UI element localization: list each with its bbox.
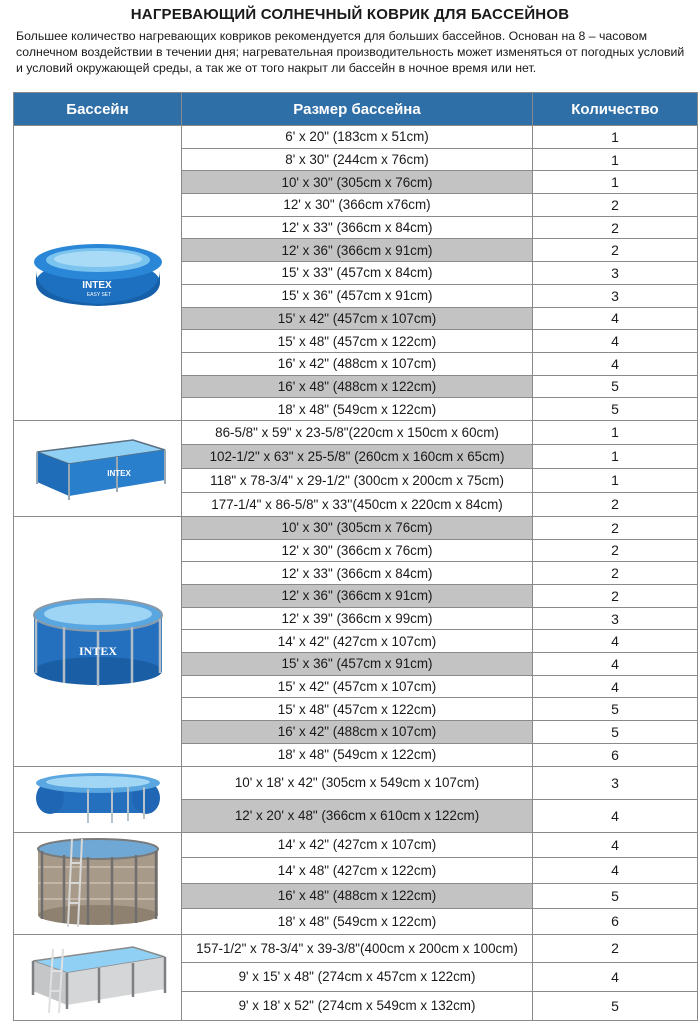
mat-quantity-cell: 4 (533, 963, 698, 992)
mat-quantity-cell: 1 (533, 148, 698, 171)
pool-size-cell: 8' x 30" (244cm x 76cm) (182, 148, 533, 171)
pool-image-cell (14, 126, 182, 421)
pool-size-cell: 18' x 48" (549cm x 122cm) (182, 398, 533, 421)
mat-quantity-cell: 3 (533, 766, 698, 799)
pool-size-cell: 12' x 39" (366cm x 99cm) (182, 607, 533, 630)
mat-quantity-cell: 2 (533, 239, 698, 262)
mat-quantity-cell: 4 (533, 858, 698, 884)
table-row (14, 126, 698, 149)
mat-quantity-cell: 4 (533, 799, 698, 832)
mat-quantity-cell: 2 (533, 492, 698, 516)
pool-size-cell: 12' x 36" (366cm x 91cm) (182, 239, 533, 262)
pool-image-cell (14, 934, 182, 1020)
mat-quantity-cell: 2 (533, 539, 698, 562)
pool-image-cell (14, 832, 182, 934)
pool-size-cell: 118" x 78-3/4" x 29-1/2" (300cm x 200cm x 75cm) (182, 468, 533, 492)
mat-quantity-cell: 6 (533, 909, 698, 935)
pool-size-cell: 157-1/2" x 78-3/4" x 39-3/8"(400cm x 200cm x 100cm) (182, 934, 533, 963)
table-row (14, 420, 698, 444)
pool-logo: INTEX (81, 280, 112, 292)
oval-frame-pool-icon (28, 814, 168, 831)
pool-size-cell: 15' x 48" (457cm x 122cm) (182, 330, 533, 353)
mat-quantity-cell: 5 (533, 375, 698, 398)
mat-quantity-cell: 3 (533, 284, 698, 307)
mat-quantity-cell: 4 (533, 630, 698, 653)
pool-size-cell: 15' x 36" (457cm x 91cm) (182, 284, 533, 307)
pool-size-cell: 12' x 33" (366cm x 84cm) (182, 216, 533, 239)
pool-size-cell: 6' x 20" (183cm x 51cm) (182, 126, 533, 149)
mat-quantity-cell: 1 (533, 468, 698, 492)
pool-size-cell: 12' x 20' x 48" (366cm x 610cm x 122cm) (182, 799, 533, 832)
mat-quantity-cell: 4 (533, 352, 698, 375)
pool-size-cell: 10' x 30" (305cm x 76cm) (182, 516, 533, 539)
pool-size-cell: 16' x 48" (488cm x 122cm) (182, 375, 533, 398)
mat-quantity-cell: 4 (533, 330, 698, 353)
pool-image-cell (14, 766, 182, 832)
pool-size-cell: 16' x 42" (488cm x 107cm) (182, 721, 533, 744)
pool-image-cell (14, 420, 182, 516)
table-header-row (14, 93, 698, 126)
pool-size-cell: 14' x 42" (427cm x 107cm) (182, 832, 533, 858)
header-pool: Бассейн (14, 93, 182, 126)
pool-image-cell (14, 516, 182, 766)
pool-size-cell: 177-1/4" x 86-5/8" x 33''(450cm x 220cm x 84cm) (182, 492, 533, 516)
mat-quantity-cell: 5 (533, 398, 698, 421)
header-size: Размер бассейна (182, 93, 533, 126)
mat-quantity-cell: 2 (533, 216, 698, 239)
round-frame-pool-icon (24, 643, 172, 693)
pool-size-cell: 9' x 15' x 48" (274cm x 457cm x 122cm) (182, 963, 533, 992)
table-row (14, 766, 698, 799)
pool-size-cell: 15' x 33" (457cm x 84cm) (182, 262, 533, 285)
pool-size-cell: 15' x 36" (457cm x 91cm) (182, 653, 533, 676)
mat-quantity-cell: 2 (533, 934, 698, 963)
mat-quantity-cell: 5 (533, 721, 698, 744)
header-qty: Количество (533, 93, 698, 126)
mat-quantity-cell: 5 (533, 698, 698, 721)
pool-logo: INTEX (106, 468, 131, 478)
rectangular-frame-pool-icon (23, 468, 173, 510)
pool-table (13, 92, 698, 1021)
pool-size-cell: 15' x 42" (457cm x 107cm) (182, 307, 533, 330)
pool-logo-sub: EASY SET (86, 292, 111, 299)
pool-logo: INTEX (78, 643, 117, 658)
mat-quantity-cell: 4 (533, 675, 698, 698)
mat-quantity-cell: 2 (533, 516, 698, 539)
mat-quantity-cell: 2 (533, 585, 698, 608)
pool-size-cell: 16' x 42" (488cm x 107cm) (182, 352, 533, 375)
mat-quantity-cell: 1 (533, 171, 698, 194)
mat-quantity-cell: 4 (533, 307, 698, 330)
pool-size-cell: 16' x 48" (488cm x 122cm) (182, 883, 533, 909)
mat-quantity-cell: 4 (533, 832, 698, 858)
pool-size-cell: 18' x 48" (549cm x 122cm) (182, 743, 533, 766)
pool-size-cell: 12' x 33" (366cm x 84cm) (182, 562, 533, 585)
page-title: НАГРЕВАЮЩИЙ СОЛНЕЧНЫЙ КОВРИК ДЛЯ БАССЕЙНОВ (130, 6, 570, 23)
mat-quantity-cell: 5 (533, 991, 698, 1020)
pool-size-cell: 9' x 18' x 52" (274cm x 549cm x 132cm) (182, 991, 533, 1020)
mat-quantity-cell: 1 (533, 420, 698, 444)
table-row (14, 934, 698, 963)
mat-quantity-cell: 1 (533, 444, 698, 468)
mat-quantity-cell: 3 (533, 607, 698, 630)
mat-quantity-cell: 3 (533, 262, 698, 285)
pool-size-cell: 15' x 42" (457cm x 107cm) (182, 675, 533, 698)
pool-size-cell: 12' x 36" (366cm x 91cm) (182, 585, 533, 608)
easy-set-pool-icon (29, 280, 167, 314)
pool-size-cell: 18' x 48" (549cm x 122cm) (182, 909, 533, 935)
pool-size-cell: 102-1/2" x 63" x 25-5/8" (260cm x 160cm x 65cm) (182, 444, 533, 468)
pool-size-cell: 10' x 18' x 42" (305cm x 549cm x 107cm) (182, 766, 533, 799)
intro-text: Большее количество нагревающих ковриков рекомендуется для больших бассейнов. Основан на 8 – часовом солнечном воздействии в течении дня; нагревательная производительность может изменяться от погодных условий и условий окружающей среды, а так же от того накрыт ли бассейн в ночное время или нет. (16, 29, 685, 75)
mat-quantity-cell: 2 (533, 194, 698, 217)
mat-quantity-cell: 5 (533, 883, 698, 909)
pool-size-cell: 14' x 42" (427cm x 107cm) (182, 630, 533, 653)
ultra-frame-pool-icon (28, 916, 168, 933)
pool-size-cell: 14' x 48" (427cm x 122cm) (182, 858, 533, 884)
mat-quantity-cell: 2 (533, 562, 698, 585)
table-row (14, 832, 698, 858)
mat-quantity-cell: 6 (533, 743, 698, 766)
pool-size-cell: 86-5/8" x 59" x 23-5/8"(220cm x 150cm x 60cm) (182, 420, 533, 444)
mat-quantity-cell: 1 (533, 126, 698, 149)
pool-size-cell: 12' x 30" (366cm x76cm) (182, 194, 533, 217)
rectangular-ultra-frame-pool-icon (23, 1002, 173, 1019)
pool-size-cell: 15' x 48" (457cm x 122cm) (182, 698, 533, 721)
pool-size-cell: 12' x 30" (366cm x 76cm) (182, 539, 533, 562)
mat-quantity-cell: 4 (533, 653, 698, 676)
pool-size-cell: 10' x 30" (305cm x 76cm) (182, 171, 533, 194)
table-row (14, 516, 698, 539)
